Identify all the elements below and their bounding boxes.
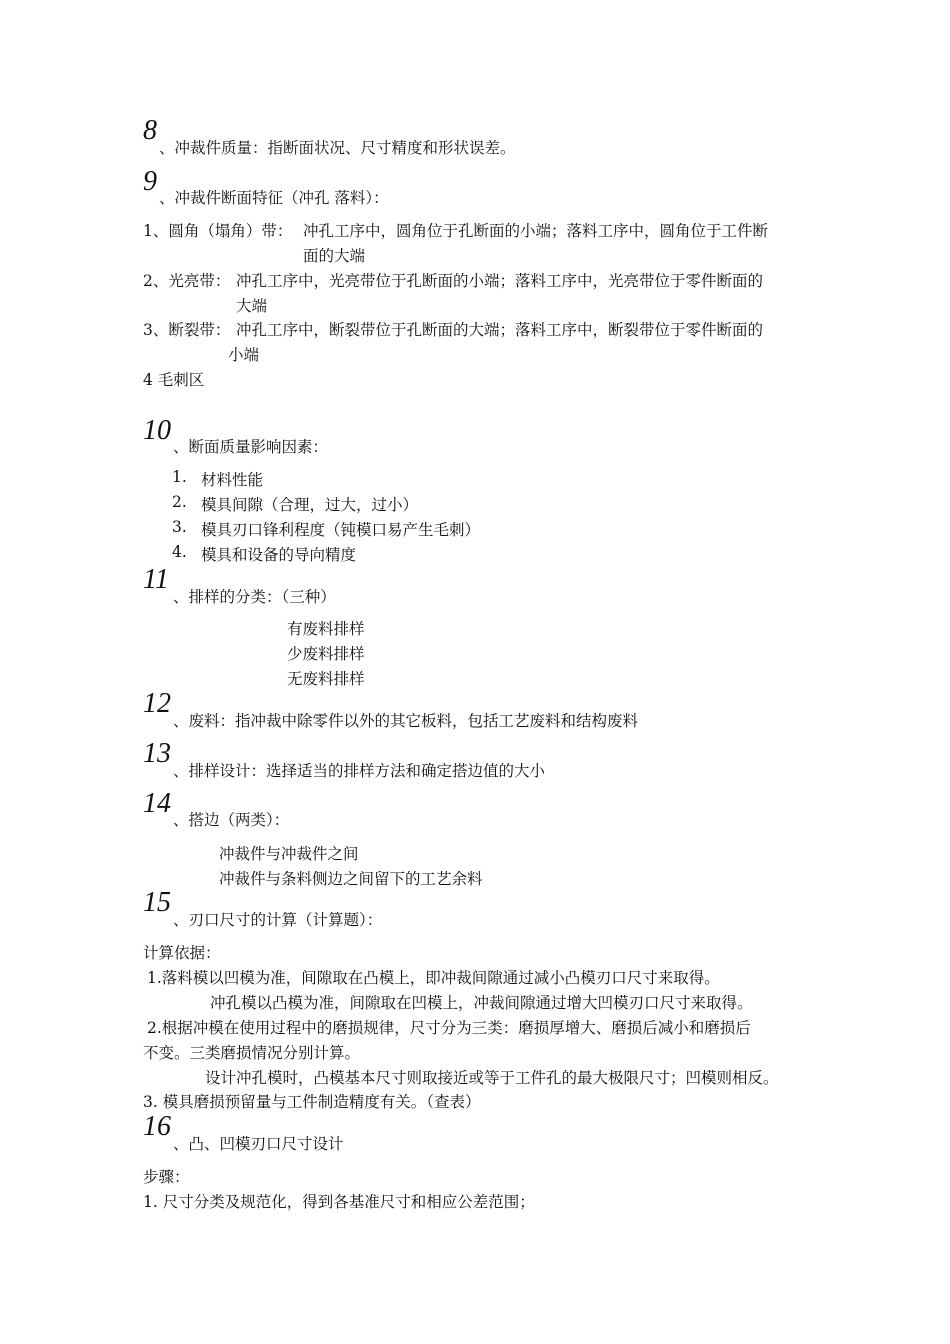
section-10-text: 、断面质量影响因素： [173, 438, 329, 456]
layout-type-2: 少废料排样 [287, 645, 365, 663]
calc-basis-label: 计算依据： [143, 944, 221, 962]
layout-type-1: 有废料排样 [287, 620, 365, 638]
section-8-text: 、冲裁件质量：指断面状况、尺寸精度和形状误差。 [159, 139, 516, 157]
section-number-10: 10 [143, 415, 171, 446]
calc-basis-line-4: 不变。三类磨损情况分别计算。 [143, 1044, 361, 1062]
section-number-8: 8 [143, 115, 157, 146]
feature-4: 4 毛刺区 [143, 371, 205, 389]
factor-3-text: 模具刃口锋利程度（钝模口易产生毛刺） [201, 521, 481, 539]
section-16-text: 、凸、凹模刃口尺寸设计 [173, 1135, 344, 1153]
feature-2-line1: 冲孔工序中，光亮带位于孔断面的小端；落料工序中，光亮带位于零件断面的 [236, 272, 764, 290]
section-number-9: 9 [143, 166, 157, 197]
section-15-text: 、刃口尺寸的计算（计算题）： [173, 911, 383, 929]
calc-basis-line-2: 冲孔模以凸模为准，间隙取在凹模上，冲裁间隙通过增大凹模刃口尺寸来取得。 [210, 994, 753, 1012]
overlap-type-2: 冲裁件与条料侧边之间留下的工艺余料 [219, 870, 483, 888]
factor-4-num: 4. [172, 543, 187, 561]
factor-4-text: 模具和设备的导向精度 [201, 546, 357, 564]
section-number-13: 13 [143, 738, 171, 769]
factor-1-num: 1. [172, 468, 187, 486]
feature-3-line2: 小端 [228, 346, 260, 364]
factor-2-num: 2. [172, 493, 187, 511]
factor-3-num: 3. [172, 518, 187, 536]
section-12-text: 、废料：指冲裁中除零件以外的其它板料，包括工艺废料和结构废料 [173, 712, 639, 730]
section-number-14: 14 [143, 788, 171, 819]
layout-type-3: 无废料排样 [287, 670, 365, 688]
step-1: 1. 尺寸分类及规范化，得到各基准尺寸和相应公差范围； [143, 1193, 535, 1211]
feature-2-label: 2、光亮带： [143, 272, 231, 290]
feature-2-line2: 大端 [236, 297, 268, 315]
feature-3-label: 3、断裂带： [143, 321, 231, 339]
calc-basis-line-1: 1.落料模以凹模为准，间隙取在凸模上，即冲裁间隙通过减小凸模刃口尺寸来取得。 [147, 969, 720, 987]
factor-1-text: 材料性能 [201, 471, 264, 489]
feature-3-line1: 冲孔工序中，断裂带位于孔断面的大端；落料工序中，断裂带位于零件断面的 [236, 321, 764, 339]
section-number-15: 15 [143, 887, 171, 918]
steps-label: 步骤： [143, 1168, 190, 1186]
feature-1-line1: 冲孔工序中，圆角位于孔断面的小端；落料工序中，圆角位于工件断 [303, 222, 769, 240]
section-13-text: 、排样设计：选择适当的排样方法和确定搭边值的大小 [173, 762, 546, 780]
section-number-11: 11 [143, 564, 169, 595]
calc-basis-line-5: 设计冲孔模时，凸模基本尺寸则取接近或等于工件孔的最大极限尺寸；凹模则相反。 [205, 1069, 779, 1087]
section-number-12: 12 [143, 688, 171, 719]
section-number-16: 16 [143, 1111, 171, 1142]
feature-1-label: 1、圆角（塌角）带： [143, 222, 293, 240]
section-14-text: 、搭边（两类）： [173, 811, 290, 829]
overlap-type-1: 冲裁件与冲裁件之间 [219, 845, 359, 863]
feature-1-line2: 面的大端 [303, 247, 366, 265]
calc-basis-line-6: 3. 模具磨损预留量与工件制造精度有关。（查表） [143, 1093, 481, 1111]
calc-basis-line-3: 2.根据冲模在使用过程中的磨损规律，尺寸分为三类：磨损厚增大、磨损后减小和磨损后 [147, 1019, 751, 1037]
section-11-text: 、排样的分类：（三种） [173, 588, 336, 606]
section-9-text: 、冲裁件断面特征（冲孔 落料）： [159, 189, 389, 207]
factor-2-text: 模具间隙（合理，过大，过小） [201, 496, 419, 514]
